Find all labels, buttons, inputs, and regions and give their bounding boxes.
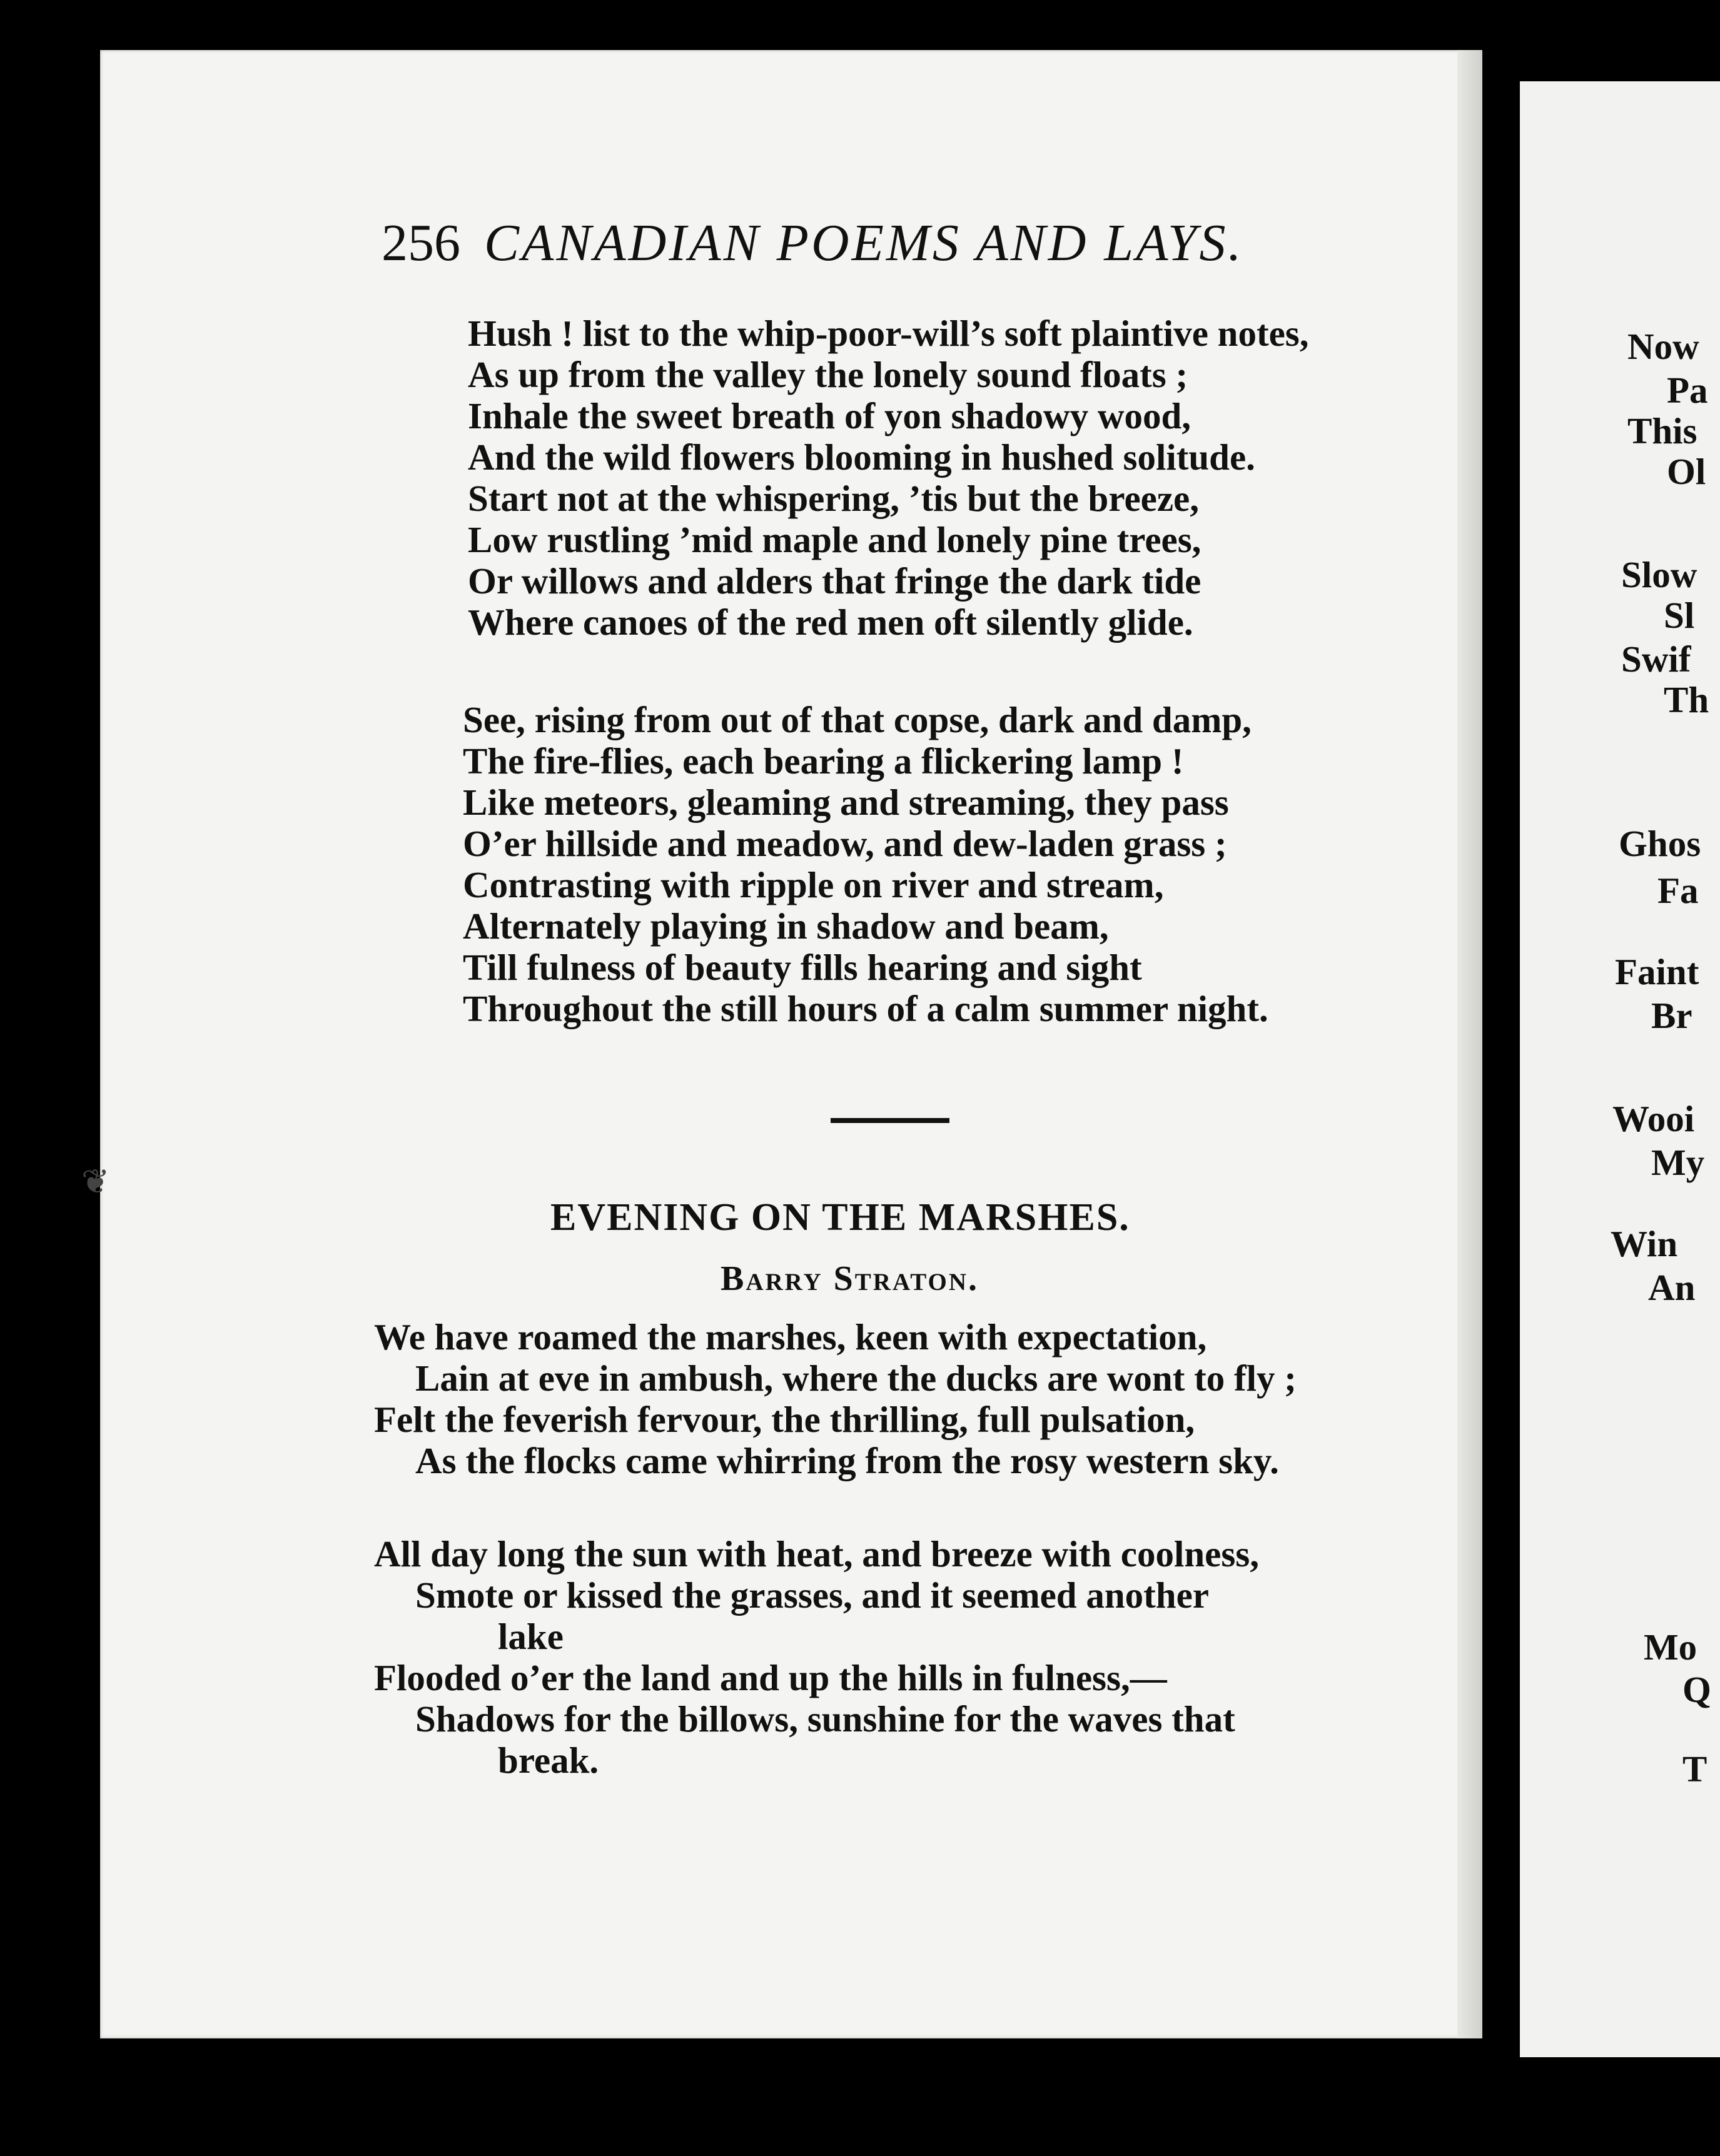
right-page-fragment: Q: [1682, 1669, 1711, 1710]
right-page-fragment: Wooi: [1612, 1098, 1695, 1139]
right-page-fragment: Slow: [1621, 554, 1697, 595]
right-page-fragment: Ol: [1667, 451, 1706, 492]
verse-line: As up from the valley the lonely sound floats ;: [468, 354, 1188, 395]
book-title: CANADIAN POEMS AND LAYS.: [484, 214, 1244, 272]
poem-stanza-1: [374, 1316, 1297, 1481]
margin-smudge: ❦: [81, 1163, 110, 1201]
poem-stanza-2: [374, 1533, 1259, 1781]
verse-line: Or willows and alders that fringe the dark tide: [468, 560, 1201, 602]
right-page-fragment: Faint: [1615, 951, 1699, 992]
right-page-fragment: T: [1682, 1748, 1707, 1790]
right-page-fragment: An: [1648, 1267, 1696, 1308]
stanza-1: [468, 313, 1309, 643]
verse-line: Inhale the sweet breath of yon shadowy wood,: [468, 395, 1191, 436]
section-divider: [831, 1118, 949, 1123]
verse-line: Low rustling ’mid maple and lonely pine trees,: [468, 519, 1201, 560]
verse-line: We have roamed the marshes, keen with expectation,: [374, 1316, 1207, 1358]
verse-line: As the flocks came whirring from the rosy western sky.: [415, 1440, 1279, 1481]
verse-line: See, rising from out of that copse, dark and damp,: [463, 699, 1252, 740]
stanza-2: [463, 699, 1268, 1029]
right-page-fragment: Sl: [1664, 595, 1695, 636]
right-page-fragment: Th: [1664, 679, 1709, 720]
verse-line: Till fulness of beauty fills hearing and sight: [463, 947, 1142, 988]
verse-line: The fire-flies, each bearing a flickering lamp !: [463, 740, 1184, 782]
poem-title: EVENING ON THE MARSHES.: [550, 1196, 1130, 1239]
right-page-fragment: This: [1627, 410, 1697, 451]
right-page-fragment: Now: [1627, 326, 1699, 367]
page-number: 256: [382, 214, 460, 272]
verse-line: Smote or kissed the grasses, and it seemed another: [415, 1574, 1209, 1616]
verse-line: Shadows for the billows, sunshine for the waves that: [415, 1698, 1235, 1740]
verse-line: Hush ! list to the whip-poor-will’s soft plaintive notes,: [468, 313, 1309, 354]
verse-line: O’er hillside and meadow, and dew-laden grass ;: [463, 823, 1227, 864]
verse-line: And the wild flowers blooming in hushed solitude.: [468, 436, 1255, 478]
running-header: [382, 213, 1244, 273]
verse-line: Like meteors, gleaming and streaming, they pass: [463, 782, 1229, 823]
right-page-fragment: Br: [1651, 995, 1692, 1036]
right-page-fragment: My: [1651, 1142, 1705, 1183]
right-page-fragment: Pa: [1667, 370, 1708, 411]
verse-line: Flooded o’er the land and up the hills in fulness,—: [374, 1657, 1167, 1698]
verse-line: Alternately playing in shadow and beam,: [463, 905, 1109, 947]
verse-line: Contrasting with ripple on river and stream,: [463, 864, 1164, 905]
poem-author: Barry Straton.: [721, 1259, 979, 1298]
right-page-fragment: Swif: [1621, 638, 1691, 680]
verse-line: Felt the feverish fervour, the thrilling, full pulsation,: [374, 1399, 1195, 1440]
verse-line: Start not at the whispering, ’tis but the breeze,: [468, 478, 1199, 519]
right-page-fragment: Ghos: [1619, 823, 1701, 864]
verse-line: Throughout the still hours of a calm summer night.: [463, 988, 1268, 1029]
verse-line: Where canoes of the red men oft silently glide.: [468, 602, 1193, 643]
right-page-fragment: Mo: [1644, 1626, 1697, 1668]
right-page-fragment: Fa: [1657, 870, 1699, 911]
verse-line: All day long the sun with heat, and breeze with coolness,: [374, 1533, 1260, 1574]
verse-line: lake: [498, 1616, 564, 1657]
verse-line: Lain at eve in ambush, where the ducks are wont to fly ;: [415, 1358, 1297, 1399]
right-page-fragment: Win: [1611, 1223, 1678, 1264]
verse-line: break.: [498, 1740, 599, 1781]
page-edge: [1457, 50, 1482, 2038]
